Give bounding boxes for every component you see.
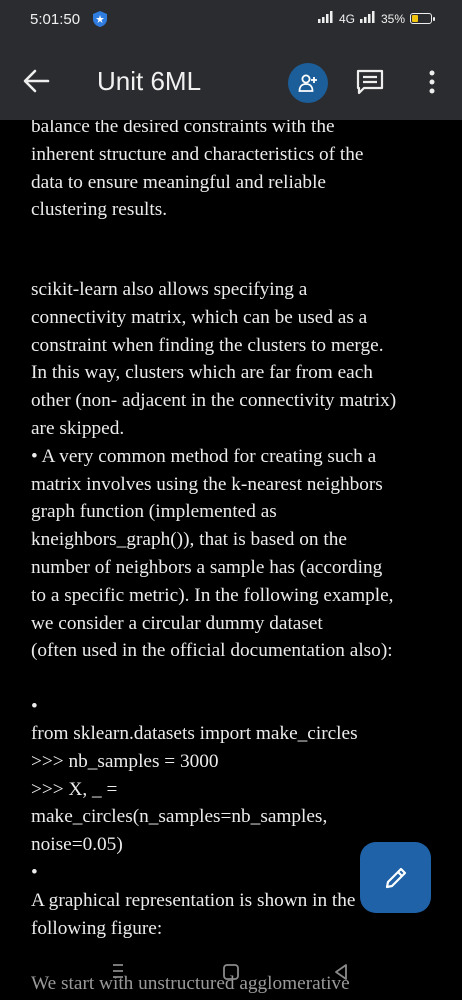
text-line: scikit-learn also allows specifying a [31,279,308,300]
text-line: In this way, clusters which are far from each [31,362,373,384]
signal-icon-2 [360,11,376,26]
code-block [31,720,451,859]
text-line: kneighbors_graph()), that is based on the [31,529,347,551]
code-line: from sklearn.datasets import make_circles [31,723,358,744]
nav-back-button[interactable] [321,958,361,986]
page-title: Unit 6ML [97,66,202,96]
app-bar [0,40,462,120]
text-line: matrix involves using the k-nearest neighbors [31,473,383,495]
text-line: to a specific metric). In the following example, [31,584,394,606]
text-line: balance the desired constraints with the [31,120,335,137]
text-line: We start with unstructured agglomerative [31,973,350,994]
system-nav-bar [0,958,462,1000]
text-line: inherent structure and characteristics of the [31,143,364,165]
text-line: data to ensure meaningful and reliable [31,171,326,193]
status-time: 5:01:50 [30,11,81,28]
text-line: other (non- adjacent in the connectivity matrix) [31,390,397,412]
text-line: clustering results. [31,199,168,221]
battery-percent: 35% [380,11,405,26]
text-line: number of neighbors a sample has (according [31,556,383,578]
network-type: 4G [338,11,355,26]
text-line: • A very common method for creating such a [31,445,377,467]
text-line: are skipped. [31,417,125,439]
bullet-point: • [31,696,38,717]
back-button[interactable] [18,64,54,98]
signal-icon [318,11,334,26]
text-line: following figure: [31,917,163,939]
status-bar [0,0,462,40]
arrow-left-icon [18,85,54,102]
code-line: make_circles(n_samples=nb_samples, [31,806,328,828]
code-line: noise=0.05) [31,834,123,856]
text-line: (often used in the official documentation also): [31,640,393,662]
code-line: >>> nb_samples = 3000 [31,750,219,772]
shield-icon [92,10,108,33]
more-vert-icon [421,84,443,101]
battery-icon [410,13,432,24]
status-indicators [318,11,432,26]
code-line: >>> X, _ = [31,778,118,800]
text-line: A graphical representation is shown in the [31,890,356,911]
home-button[interactable] [211,958,251,986]
comments-button[interactable] [355,67,385,97]
text-line: graph function (implemented as [31,501,277,523]
more-options-button[interactable] [421,67,443,97]
share-button[interactable] [288,63,328,103]
recents-button[interactable] [98,958,138,986]
bullet-point: • [31,862,38,883]
text-line: constraint when finding the clusters to merge. [31,334,384,356]
edit-button[interactable] [360,842,431,913]
paragraph-connectivity [31,276,451,665]
text-line: connectivity matrix, which can be used as a [31,306,368,328]
paragraph-constraints [31,120,451,224]
text-line: we consider a circular dummy dataset [31,612,323,634]
comment-icon [355,84,385,101]
